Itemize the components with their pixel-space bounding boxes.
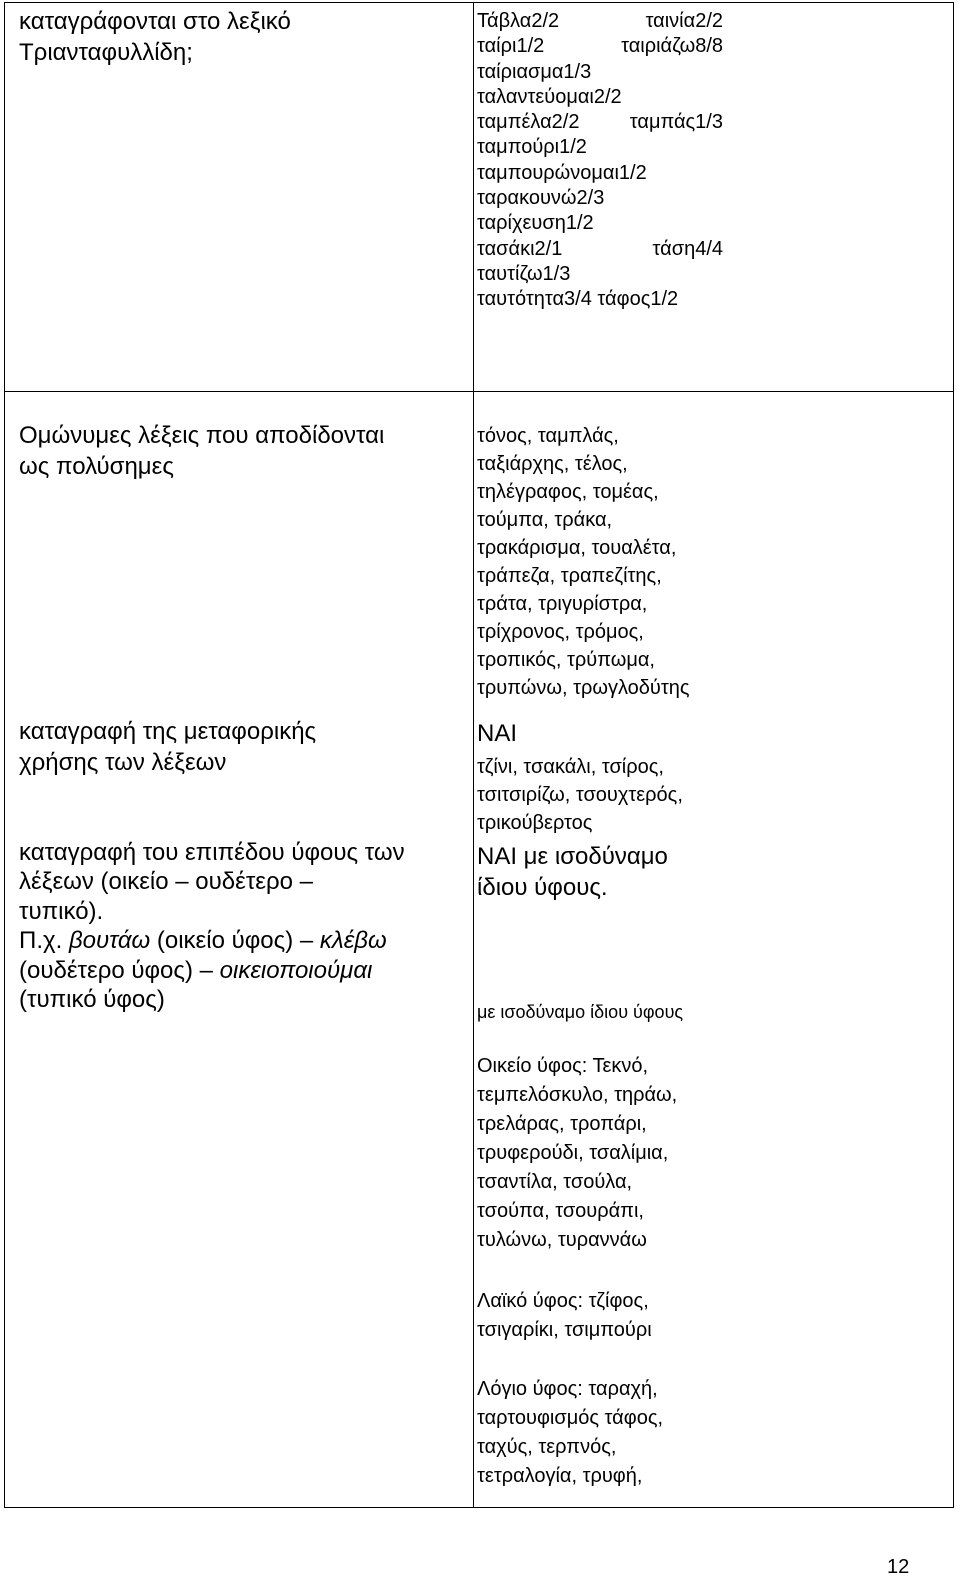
word-line: τεμπελόσκυλο, τηράω, — [477, 1084, 678, 1106]
word-line: τζίνι, τσακάλι, τσίρος, — [477, 756, 664, 778]
word-line: τρελάρας, τροπάρι, — [477, 1113, 647, 1135]
count-row — [477, 110, 723, 135]
example-formal-word: οικειοποιούμαι — [219, 956, 373, 984]
count-entry: ταίρι1/2 — [477, 35, 545, 58]
criterion-line: τυπικό). — [19, 897, 104, 925]
word-line: τηλέγραφος, τομέας, — [477, 481, 659, 503]
criterion-line: χρήσης των λέξεων — [19, 749, 227, 776]
count-row — [477, 34, 723, 59]
criterion-line: καταγραφή του επιπέδου ύφους των — [19, 839, 405, 866]
word-line: Λαϊκό ύφος: τζίφος, — [477, 1290, 649, 1312]
word-line: τσιγαρίκι, τσιμπούρι — [477, 1319, 652, 1341]
criterion-line: καταγραφή της μεταφορικής — [19, 718, 317, 745]
page-number: 12 — [887, 1556, 910, 1578]
criterion-line: λέξεων (οικείο – ουδέτερο – — [19, 868, 314, 896]
word-line: τρακάρισμα, τουαλέτα, — [477, 537, 677, 559]
example-prefix: Π.χ. — [19, 927, 69, 955]
register-criterion — [19, 838, 405, 1014]
count-entry: ταιριάζω8/8 — [621, 35, 723, 58]
count-entry: ταινία2/2 — [645, 10, 723, 32]
question-top-cell — [19, 6, 291, 68]
answer-line: ΝΑΙ με ισοδύναμο — [477, 843, 668, 870]
criterion-line: ως πολύσημες — [19, 453, 174, 480]
example-informal-label: (οικείο ύφος) – — [150, 927, 320, 955]
word-line: Λόγιο ύφος: ταραχή, — [477, 1378, 658, 1400]
word-line: τροπικός, τρύπωμα, — [477, 649, 655, 671]
count-entry: ταρίχευση1/2 — [477, 212, 594, 235]
example-neutral-word: κλέβω — [319, 927, 387, 955]
word-line: ταχύς, τερπνός, — [477, 1436, 617, 1458]
folk-register-list — [477, 1287, 652, 1345]
homonym-words-list — [477, 422, 690, 702]
example-informal-word: βουτάω — [68, 927, 151, 955]
word-line: τσιτσιρίζω, τσουχτερός, — [477, 784, 683, 806]
word-line: τράπεζα, τραπεζίτης, — [477, 565, 662, 587]
register-example-line — [19, 926, 405, 955]
metaphor-words-list — [477, 753, 683, 837]
informal-register-list — [477, 1052, 677, 1255]
word-line: ταξιάρχης, τέλος, — [477, 453, 628, 475]
learned-register-list — [477, 1375, 663, 1491]
word-line: τρυπώνω, τρωγλοδύτης — [477, 677, 690, 699]
count-entry: ταυτότητα3/4 τάφος1/2 — [477, 288, 679, 311]
metaphor-answer: ΝΑΙ — [477, 720, 518, 747]
word-line: τρίχρονος, τρόμος, — [477, 621, 644, 643]
word-line: τούμπα, τράκα, — [477, 509, 613, 531]
count-entry: ταλαντεύομαι2/2 — [477, 85, 622, 108]
word-line: τυλώνω, τυραννάω — [477, 1229, 647, 1251]
count-entry: ταμπέλα2/2 — [477, 111, 580, 134]
word-line: τσαντίλα, τσούλα, — [477, 1171, 633, 1193]
metaphor-criterion — [19, 716, 316, 778]
question-line: καταγράφονται στο λεξικό — [19, 8, 291, 35]
count-entry: ταρακουνώ2/3 — [477, 187, 605, 210]
word-line: τρικούβερτος — [477, 812, 593, 834]
count-entry: ταμπάς1/3 — [629, 111, 723, 134]
evaluation-table — [4, 2, 954, 1508]
count-entry: Τάβλα2/2 — [477, 10, 560, 32]
count-entry: ταμπούρι1/2 — [477, 136, 587, 159]
homonyms-criterion — [19, 420, 384, 482]
count-row — [477, 9, 723, 34]
word-line: Οικείο ύφος: Τεκνό, — [477, 1055, 649, 1077]
question-line: Τριανταφυλλίδη; — [19, 39, 193, 66]
register-example-line — [19, 956, 405, 985]
register-answer — [477, 841, 668, 903]
count-entry: τάση4/4 — [652, 237, 723, 260]
count-entry: τασάκι2/1 — [477, 237, 563, 260]
word-line: ταρτουφισμός τάφος, — [477, 1407, 664, 1429]
entry-counts-list — [477, 9, 723, 313]
count-entry: ταυτίζω1/3 — [477, 262, 571, 285]
word-line: τράτα, τριγυρίστρα, — [477, 593, 648, 615]
example-formal-label: (τυπικό ύφος) — [19, 986, 165, 1014]
word-line: τσούπα, τσουράπι, — [477, 1200, 644, 1222]
count-entry: ταίριασμα1/3 — [477, 60, 592, 83]
equivalent-note: με ισοδύναμο ίδιου ύφους — [477, 1002, 684, 1022]
row-divider — [5, 391, 953, 392]
word-line: τόνος, ταμπλάς, — [477, 425, 619, 447]
count-entry: ταμπουρώνομαι1/2 — [477, 161, 647, 184]
word-line: τρυφερούδι, τσαλίμια, — [477, 1142, 669, 1164]
answer-line: ίδιου ύφους. — [477, 874, 608, 901]
example-neutral-label: (ουδέτερο ύφος) – — [19, 956, 220, 984]
count-row — [477, 237, 723, 262]
column-divider — [473, 3, 474, 1507]
criterion-line: Ομώνυμες λέξεις που αποδίδονται — [19, 422, 385, 449]
word-line: τετραλογία, τρυφή, — [477, 1465, 643, 1487]
